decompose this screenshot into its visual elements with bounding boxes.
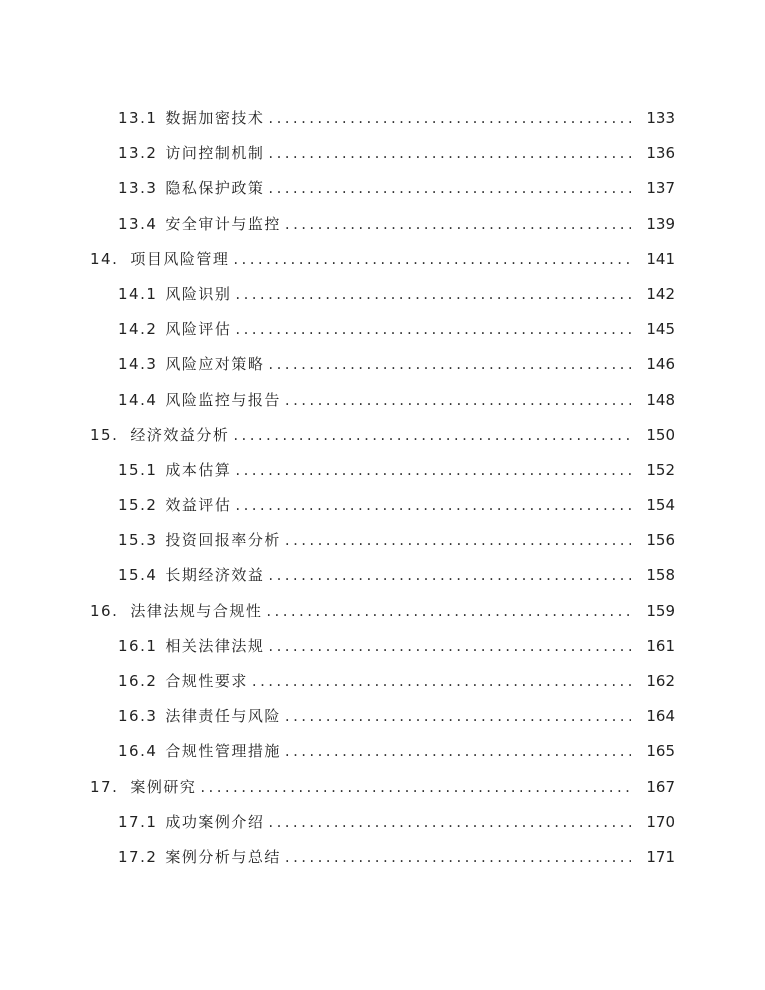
toc-dot-leader xyxy=(235,461,631,479)
toc-entry-title: 长期经济效益 xyxy=(165,566,265,585)
toc-entry-page: 158 xyxy=(646,566,675,585)
toc-entry[interactable] xyxy=(0,494,765,529)
toc-dot-leader xyxy=(268,355,631,373)
toc-entry-title: 风险评估 xyxy=(165,320,232,339)
toc-entry-page: 139 xyxy=(646,214,675,233)
toc-dot-leader xyxy=(285,742,631,760)
toc-entry-page: 164 xyxy=(646,707,675,726)
toc-entry-number: 13.4 xyxy=(118,214,158,233)
toc-entry-page: 146 xyxy=(646,355,675,374)
toc-entry-number: 14.1 xyxy=(118,284,158,303)
toc-entry-page: 154 xyxy=(646,496,675,515)
toc-entry-title: 数据加密技术 xyxy=(165,109,265,127)
toc-entry[interactable] xyxy=(0,635,765,670)
toc-chapter-entry[interactable] xyxy=(0,776,765,811)
toc-entry-page: 165 xyxy=(646,742,675,761)
toc-dot-leader xyxy=(200,778,631,796)
toc-entry-number: 16.4 xyxy=(118,742,158,761)
toc-entry-number: 17.1 xyxy=(118,812,158,831)
toc-entry-title: 效益评估 xyxy=(165,496,232,515)
toc-entry-page: 152 xyxy=(646,460,675,479)
toc-entry-number: 13.1 xyxy=(118,109,158,127)
toc-entry-page: 167 xyxy=(646,777,675,796)
toc-entry-title: 合规性要求 xyxy=(165,672,248,690)
toc-entry-page: 148 xyxy=(646,390,675,409)
toc-entry-title: 案例分析与总结 xyxy=(165,847,281,866)
toc-entry-number: 15.4 xyxy=(118,566,158,585)
toc-entry-number: 14. xyxy=(90,249,119,268)
toc-entry-number: 16.2 xyxy=(118,672,158,690)
toc-entry[interactable] xyxy=(0,389,765,424)
toc-dot-leader xyxy=(268,109,631,127)
toc-entry[interactable] xyxy=(0,740,765,775)
toc-entry-number: 14.4 xyxy=(118,390,158,409)
toc-entry[interactable] xyxy=(0,459,765,494)
toc-entry-title: 经济效益分析 xyxy=(130,425,230,444)
toc-entry-page: 170 xyxy=(646,812,675,831)
toc-dot-leader xyxy=(285,391,631,409)
toc-entry-page: 141 xyxy=(646,249,675,268)
toc-dot-leader xyxy=(233,250,631,268)
toc-entry[interactable] xyxy=(0,283,765,318)
toc-entry-title: 项目风险管理 xyxy=(130,249,230,268)
toc-entry-number: 17. xyxy=(90,777,119,796)
toc-entry-number: 13.2 xyxy=(118,144,158,163)
toc-entry[interactable] xyxy=(0,177,765,212)
toc-entry-title: 法律责任与风险 xyxy=(165,707,281,726)
toc-entry-number: 15.3 xyxy=(118,531,158,550)
toc-entry-title: 访问控制机制 xyxy=(165,144,265,163)
toc-entry-title: 投资回报率分析 xyxy=(165,531,281,550)
toc-entry-title: 风险应对策略 xyxy=(165,355,265,374)
toc-dot-leader xyxy=(235,285,631,303)
toc-entry-title: 风险监控与报告 xyxy=(165,390,281,409)
toc-dot-leader xyxy=(268,637,631,655)
toc-entry-number: 15. xyxy=(90,425,119,444)
toc-entry[interactable] xyxy=(0,353,765,388)
toc-entry-page: 161 xyxy=(646,636,675,655)
toc-entry-page: 136 xyxy=(646,144,675,163)
toc-entry-number: 15.2 xyxy=(118,496,158,515)
toc-entry[interactable] xyxy=(0,107,765,142)
toc-dot-leader xyxy=(285,531,631,549)
toc-entry-title: 法律法规与合规性 xyxy=(130,601,263,620)
toc-entry-title: 成功案例介绍 xyxy=(165,812,265,831)
toc-entry-number: 16. xyxy=(90,601,119,620)
toc-entry[interactable] xyxy=(0,705,765,740)
toc-dot-leader xyxy=(285,215,631,233)
toc-entry[interactable] xyxy=(0,846,765,881)
toc-entry-number: 15.1 xyxy=(118,460,158,479)
toc-dot-leader xyxy=(266,602,631,620)
table-of-contents xyxy=(0,107,765,881)
toc-entry-title: 案例研究 xyxy=(130,777,197,796)
toc-chapter-entry[interactable] xyxy=(0,424,765,459)
toc-entry-number: 14.3 xyxy=(118,355,158,374)
toc-entry-title: 合规性管理措施 xyxy=(165,742,281,761)
toc-entry-title: 成本估算 xyxy=(165,460,232,479)
toc-entry-page: 156 xyxy=(646,531,675,550)
toc-chapter-entry[interactable] xyxy=(0,248,765,283)
toc-entry[interactable] xyxy=(0,318,765,353)
toc-entry-page: 133 xyxy=(646,109,675,127)
toc-entry[interactable] xyxy=(0,670,765,705)
toc-entry-page: 137 xyxy=(646,179,675,198)
toc-entry-title: 相关法律法规 xyxy=(165,636,265,655)
toc-dot-leader xyxy=(252,672,631,690)
toc-chapter-entry[interactable] xyxy=(0,600,765,635)
toc-dot-leader xyxy=(285,848,631,866)
toc-entry-page: 145 xyxy=(646,320,675,339)
toc-dot-leader xyxy=(268,144,631,162)
toc-entry-number: 13.3 xyxy=(118,179,158,198)
toc-dot-leader xyxy=(268,566,631,584)
toc-entry-title: 隐私保护政策 xyxy=(165,179,265,198)
toc-dot-leader xyxy=(233,426,631,444)
toc-entry-page: 142 xyxy=(646,284,675,303)
toc-entry-title: 风险识别 xyxy=(165,284,232,303)
toc-dot-leader xyxy=(268,813,631,831)
toc-entry[interactable] xyxy=(0,213,765,248)
toc-entry-number: 16.1 xyxy=(118,636,158,655)
toc-dot-leader xyxy=(235,320,631,338)
toc-entry[interactable] xyxy=(0,529,765,564)
toc-dot-leader xyxy=(285,707,631,725)
toc-dot-leader xyxy=(235,496,631,514)
toc-entry[interactable] xyxy=(0,811,765,846)
toc-entry-page: 171 xyxy=(646,847,675,866)
toc-entry-title: 安全审计与监控 xyxy=(165,214,281,233)
toc-entry-number: 16.3 xyxy=(118,707,158,726)
toc-dot-leader xyxy=(268,179,631,197)
toc-entry-page: 162 xyxy=(646,672,675,690)
toc-entry[interactable] xyxy=(0,564,765,599)
toc-entry[interactable] xyxy=(0,142,765,177)
toc-entry-page: 150 xyxy=(646,425,675,444)
toc-entry-number: 17.2 xyxy=(118,847,158,866)
toc-entry-number: 14.2 xyxy=(118,320,158,339)
toc-entry-page: 159 xyxy=(646,601,675,620)
